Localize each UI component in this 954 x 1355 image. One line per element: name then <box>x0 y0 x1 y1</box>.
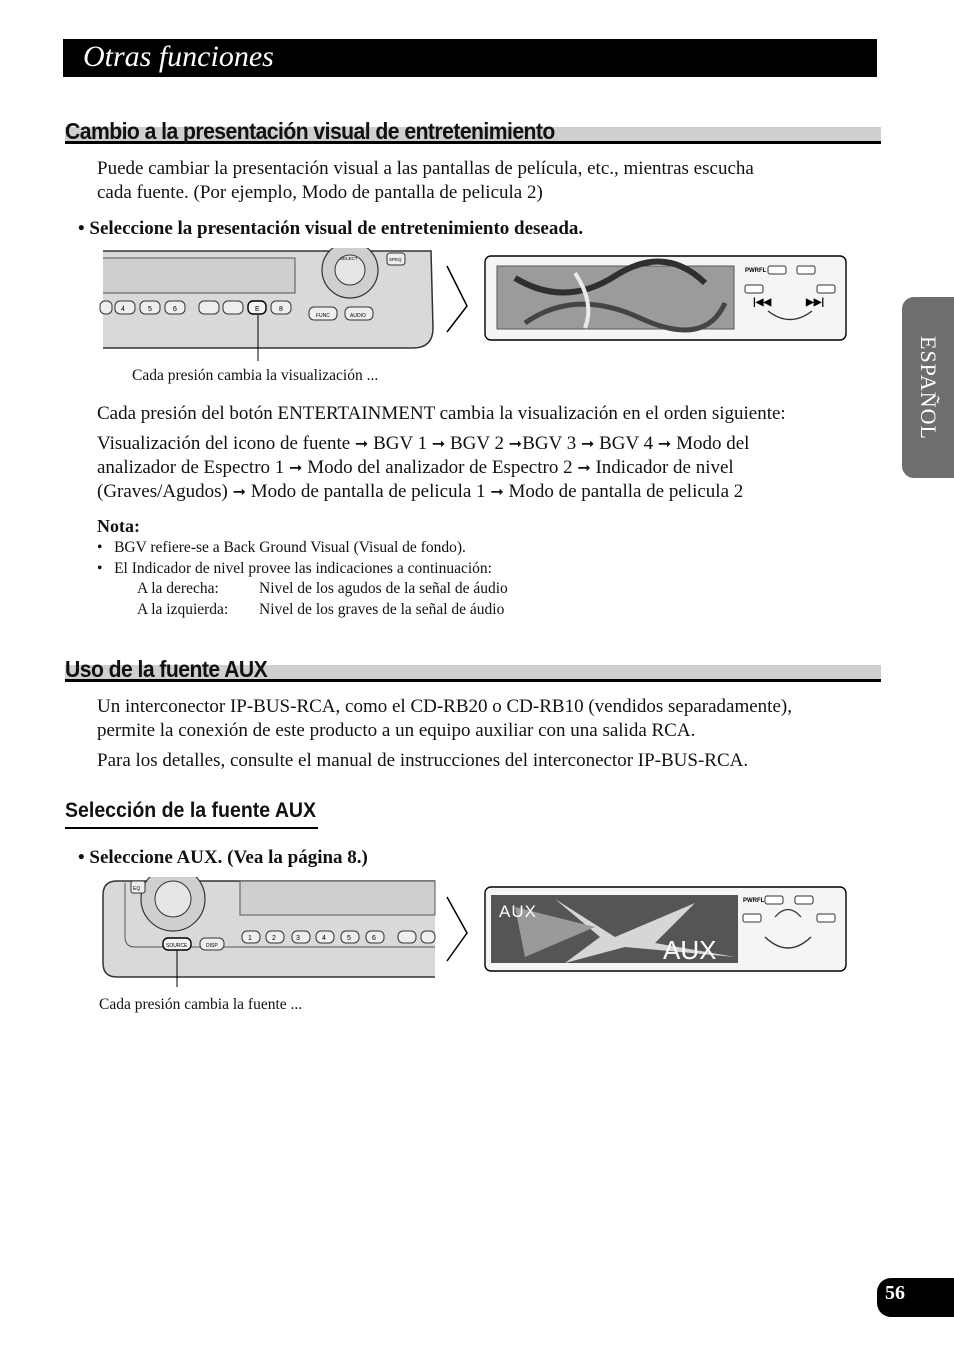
seq-arrow-icon: ➞ <box>490 482 504 501</box>
section1-intro-line2: cada fuente. (Por ejemplo, Modo de pantalla de pelicula 2) <box>97 182 543 203</box>
seq-arrow-icon: ➞ <box>657 434 672 453</box>
fig1-button-6: 6 <box>173 306 177 313</box>
order-sequence-line3 <box>97 480 743 504</box>
fig1-audio-label: AUDIO <box>350 313 366 319</box>
fig1-select-label: SELECT <box>340 256 358 261</box>
section2-p1-line2: permite la conexión de este producto a un equipo auxiliar con una salida RCA. <box>97 720 696 741</box>
fig1-arrow-shape <box>447 266 467 332</box>
fig2-button-3: 3 <box>296 935 300 942</box>
seq-arrow-icon: ➞ <box>289 458 303 477</box>
fig1-button-entertainment: E <box>255 306 260 313</box>
seq-item: Modo del analizador de Espectro 2 <box>307 457 573 478</box>
display-panel-movie <box>485 256 846 340</box>
seq-item: BGV 1 <box>373 433 428 454</box>
language-tab-label: ESPAÑOL <box>916 335 941 440</box>
order-intro: Cada presión del botón ENTERTAINMENT cambia la visualización en el orden siguiente: <box>97 403 786 424</box>
fig2-aux-small: AUX <box>499 902 537 921</box>
level-left-label: A la izquierda: <box>137 601 229 618</box>
language-side-tab <box>902 297 954 478</box>
seq-arrow-icon: ➞ <box>508 434 523 453</box>
aux-figure <box>95 877 855 987</box>
fig1-caption: Cada presión cambia la visualización ... <box>132 367 379 384</box>
seq-item: Visualización del icono de fuente <box>97 433 351 454</box>
section-heading-entertainment <box>65 118 881 144</box>
level-right-value: Nivel de los agudos de la señal de áudio <box>259 580 508 597</box>
seq-item: Modo del <box>676 433 750 454</box>
note-item-2: • El Indicador de nivel provee las indicaciones a continuación: <box>97 560 492 577</box>
section-heading-text: Uso de la fuente AUX <box>65 656 268 682</box>
fig2-arrow-shape <box>447 897 467 961</box>
fig2-pwrfl-label: PWRFL <box>743 898 765 904</box>
seq-item: analizador de Espectro 1 <box>97 457 285 478</box>
fig2-eq-label: EQ <box>133 886 141 892</box>
head-unit-illustration-aux <box>103 877 435 987</box>
order-sequence-line2 <box>97 456 734 480</box>
svg-text:|◀◀: |◀◀ <box>753 297 772 308</box>
page-header-title: Otras funciones <box>83 40 274 73</box>
section1-bullet: • Seleccione la presentación visual de entretenimiento deseada. <box>78 218 584 239</box>
subsection-heading-aux: Selección de la fuente AUX <box>65 797 318 829</box>
level-left-value: Nivel de los graves de la señal de áudio <box>259 601 505 618</box>
fig2-button-6: 6 <box>372 935 376 942</box>
section1-intro-line1: Puede cambiar la presentación visual a las pantallas de película, etc., mientras escucha <box>97 158 754 179</box>
seq-arrow-icon: ➞ <box>577 458 591 477</box>
level-right-label: A la derecha: <box>137 580 219 597</box>
seq-arrow-icon: ➞ <box>431 434 446 453</box>
fig1-func-label: FUNC <box>316 313 330 319</box>
note-item-1: • BGV refiere-se a Back Ground Visual (Visual de fondo). <box>97 539 466 556</box>
section2-bullet-text: Seleccione AUX. (Vea la página 8.) <box>89 847 368 868</box>
seq-item: Indicador de nivel <box>595 457 734 478</box>
entertainment-figure <box>95 248 855 363</box>
seq-item: BGV 2 <box>450 433 505 454</box>
section1-bullet-text: Seleccione la presentación visual de entretenimiento deseada. <box>89 218 584 239</box>
seq-item: Modo de pantalla de pelicula 1 <box>250 481 486 502</box>
page-number: 56 <box>885 1282 905 1304</box>
seq-arrow-icon: ➞ <box>580 434 595 453</box>
section2-p2: Para los detalles, consulte el manual de instrucciones del interconector IP-BUS-RCA. <box>97 750 749 771</box>
fig2-caption: Cada presión cambia la fuente ... <box>99 996 303 1013</box>
section2-p1-line1: Un interconector IP-BUS-RCA, como el CD-RB20 o CD-RB10 (vendidos separadamente), <box>97 696 792 717</box>
section-heading-text: Cambio a la presentación visual de entretenimiento <box>65 118 555 144</box>
page-header-banner <box>63 39 877 77</box>
seq-item: Modo de pantalla de pelicula 2 <box>508 481 744 502</box>
section2-bullet: • Seleccione AUX. (Vea la página 8.) <box>78 847 368 868</box>
fig1-pwrfl-label: PWRFL <box>745 268 767 274</box>
fig2-button-4: 4 <box>322 935 326 942</box>
fig1-button-4: 4 <box>121 306 125 313</box>
fig1-speq-label: SPEQ <box>389 257 402 262</box>
display-panel-aux <box>485 887 846 971</box>
order-sequence-line1 <box>97 432 749 456</box>
note-item-text: BGV refiere-se a Back Ground Visual (Visual de fondo). <box>114 539 466 556</box>
seq-item: (Graves/Agudos) <box>97 481 228 502</box>
head-unit-illustration <box>100 248 433 361</box>
seq-item: BGV 4 <box>599 433 654 454</box>
fig2-disp-label: DISP <box>206 943 218 949</box>
svg-text:▶▶|: ▶▶| <box>806 297 825 308</box>
section-heading-aux <box>65 656 881 682</box>
note-title: Nota: <box>97 516 140 536</box>
fig2-button-1: 1 <box>248 935 252 942</box>
fig2-aux-big: AUX <box>663 935 717 965</box>
page-number-badge <box>877 1278 954 1317</box>
fig2-button-5: 5 <box>347 935 351 942</box>
fig1-button-5: 5 <box>148 306 152 313</box>
fig1-button-8: 8 <box>279 306 283 313</box>
note-item-text: El Indicador de nivel provee las indicaciones a continuación: <box>114 560 492 577</box>
fig2-source-label: SOURCE <box>166 943 188 949</box>
fig2-button-2: 2 <box>272 935 276 942</box>
seq-item: BGV 3 <box>522 433 577 454</box>
seq-arrow-icon: ➞ <box>354 434 369 453</box>
seq-arrow-icon: ➞ <box>232 482 247 501</box>
